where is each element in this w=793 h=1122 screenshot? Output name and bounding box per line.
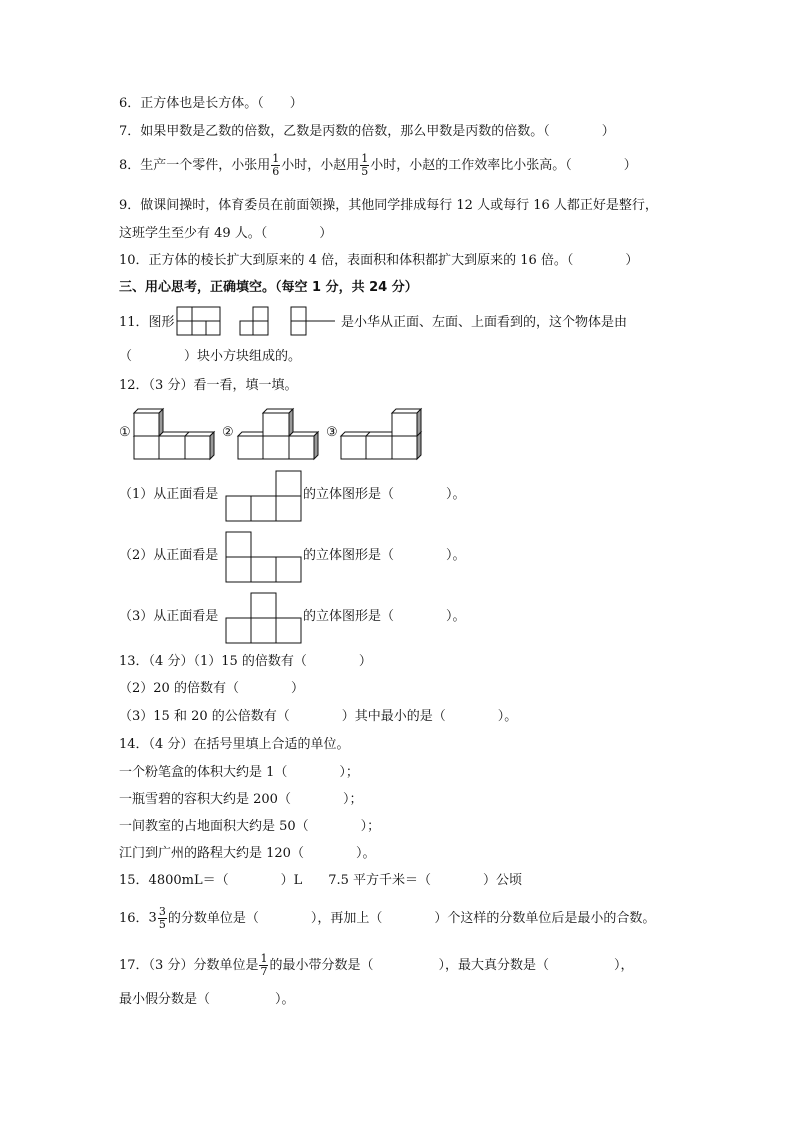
question-6: 6．正方体也是长方体。（ ） (119, 96, 303, 111)
question-13-line1: 13．（4 分）（1）15 的倍数有（ ） (119, 654, 372, 669)
section-3-heading: 三、用心思考，正确填空。（每空 1 分，共 24 分） (119, 280, 418, 295)
cube-figure-2 (237, 401, 322, 461)
figure-label-1: ① (119, 425, 131, 440)
question-11-text-a: 11．图形 (119, 315, 175, 330)
question-14-title: 14．（4 分）在括号里填上合适的单位。 (119, 737, 350, 752)
front-view-3 (225, 592, 305, 646)
fraction-1-5: $\frac{1}{5}$ (361, 152, 369, 178)
q16-text-b: 的分数单位是（ ），再加上（ ）个这样的分数单位后是最小的合数。 (167, 911, 656, 926)
fraction-1-6: $\frac{1}{6}$ (272, 152, 280, 178)
figure-label-2: ② (222, 425, 234, 440)
q16-text-a: 16． (119, 911, 149, 926)
q12-sub3-text-a: （3）从正面看是 (119, 609, 219, 624)
q12-sub1-text-a: （1）从正面看是 (119, 487, 219, 502)
question-11-line2: （ ）块小方块组成的。 (119, 349, 302, 364)
question-13-line3: （3）15 和 20 的公倍数有（ ）其中最小的是（ ）。 (119, 709, 518, 724)
q8-text-b: 小时，小赵用 (281, 158, 360, 173)
cube-figure-3 (340, 401, 425, 461)
question-8 (119, 153, 637, 178)
question-9-line2: 这班学生至少有 49 人。（ ） (119, 226, 333, 241)
three-view-figures (175, 305, 341, 337)
q8-text-c: 小时，小赵的工作效率比小张高。（ ） (370, 158, 637, 173)
question-17 (119, 953, 633, 978)
fraction-3-5: $\frac{3}{5}$ (158, 905, 166, 931)
fraction-1-7: $\frac{1}{7}$ (260, 952, 268, 978)
q12-sub3-text-b: 的立体图形是（ ）。 (303, 609, 466, 624)
question-11-text-b: 是小华从正面、左面、上面看到的，这个物体是由 (341, 315, 628, 330)
q12-sub1-text-b: 的立体图形是（ ）。 (303, 487, 466, 502)
question-9-line1: 9．做课间操时，体育委员在前面领操，其他同学排成每行 12 人或每行 16 人都正好是整行， (119, 198, 658, 213)
mixed-number-whole: 3 (148, 910, 157, 926)
question-16 (119, 906, 655, 931)
question-10: 10．正方体的棱长扩大到原来的 4 倍，表面积和体积都扩大到原来的 16 倍。（ ） (119, 253, 639, 268)
front-view-1 (225, 470, 305, 524)
q8-text-a: 8．生产一个零件，小张用 (119, 158, 271, 173)
question-14-line1: 一个粉笔盒的体积大约是 1（ ）； (119, 765, 359, 780)
question-17-line2: 最小假分数是（ ）。 (119, 992, 295, 1007)
q17-text-b: 的最小带分数是（ ），最大真分数是（ ）， (269, 958, 634, 973)
question-15: 15．4800mL＝（ ）L 7.5 平方千米＝（ ）公顷 (119, 873, 523, 888)
question-12-title: 12．（3 分）看一看，填一填。 (119, 378, 298, 393)
cube-figure-1 (133, 401, 218, 461)
question-14-line2: 一瓶雪碧的容积大约是 200（ ）； (119, 792, 363, 807)
q12-sub2-text-a: （2）从正面看是 (119, 548, 219, 563)
q12-sub2-text-b: 的立体图形是（ ）。 (303, 548, 466, 563)
q17-text-a: 17．（3 分）分数单位是 (119, 958, 259, 973)
question-7: 7．如果甲数是乙数的倍数，乙数是丙数的倍数，那么甲数是丙数的倍数。（ ） (119, 124, 615, 139)
figure-label-3: ③ (326, 425, 338, 440)
question-14-line4: 江门到广州的路程大约是 120（ ）。 (119, 846, 376, 861)
question-13-line2: （2）20 的倍数有（ ） (119, 681, 304, 696)
question-14-line3: 一间教室的占地面积大约是 50（ ）； (119, 819, 381, 834)
front-view-2 (225, 531, 305, 585)
